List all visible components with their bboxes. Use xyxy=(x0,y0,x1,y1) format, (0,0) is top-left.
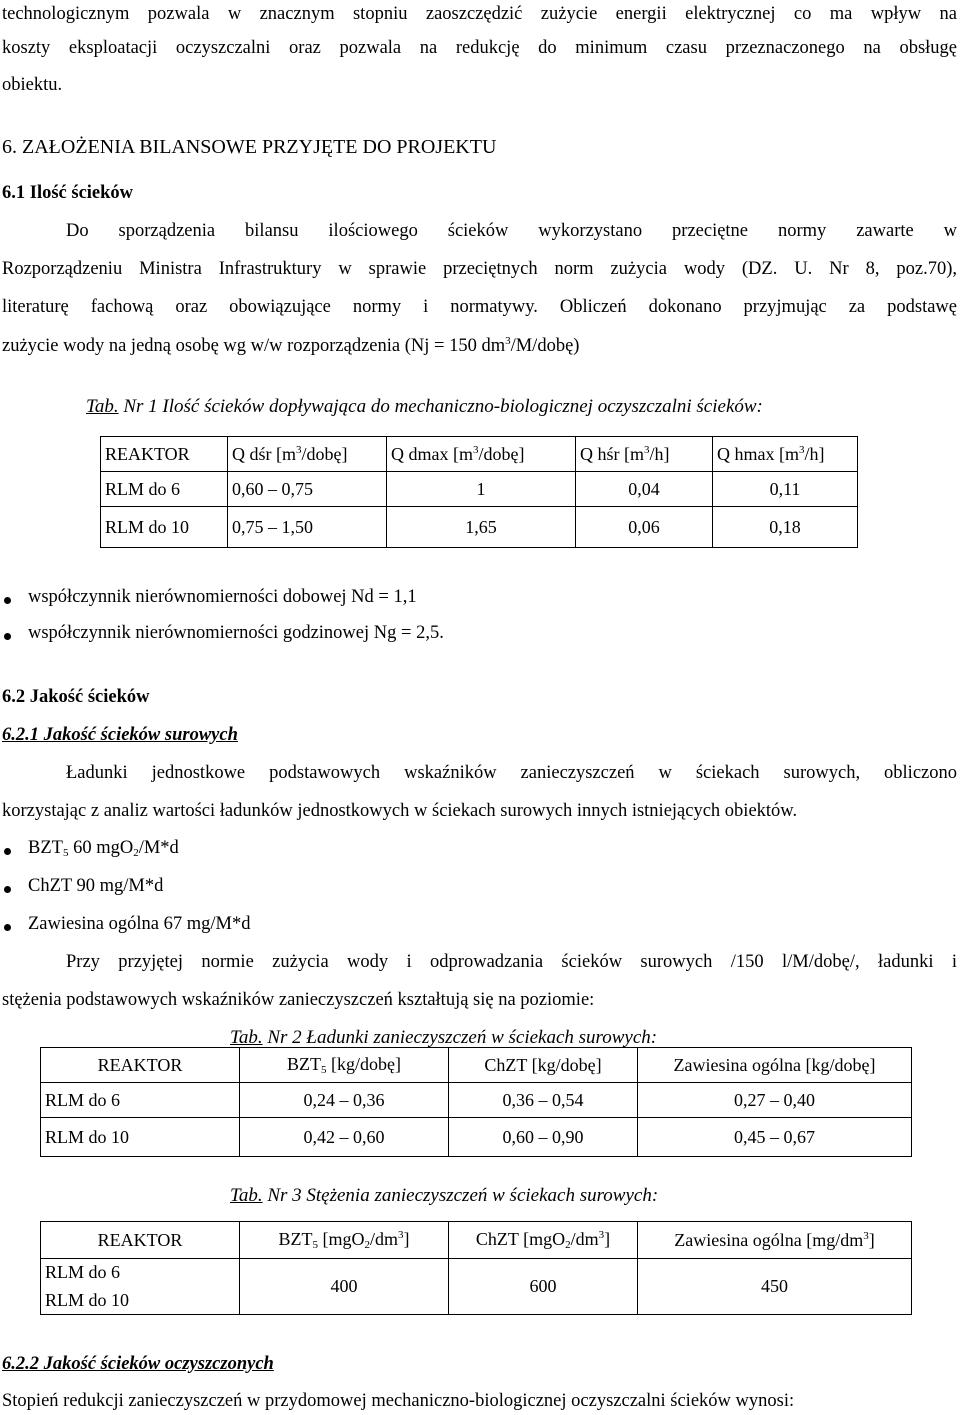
bullet-icon xyxy=(4,633,11,640)
table-cell: 0,60 – 0,75 xyxy=(228,472,387,507)
table-row xyxy=(41,1259,912,1287)
table-cell: 0,60 – 0,90 xyxy=(449,1118,638,1157)
table-1-caption: Tab. Nr 1 Ilość ścieków dopływająca do mechaniczno-biologicznej oczyszczalni ścieków: xyxy=(86,396,763,417)
section-6-2-2-heading: 6.2.2 Jakość ścieków oczyszczonych xyxy=(2,1354,274,1374)
table-cell: 0,27 – 0,40 xyxy=(638,1083,912,1118)
s622-paragraph-line-1: Stopień redukcji zanieczyszczeń w przydomowej mechaniczno-biologicznej oczyszczalni ścieków wynosi: xyxy=(2,1391,795,1411)
table-3-caption: Tab. Nr 3 Stężenia zanieczyszczeń w ściekach surowych: xyxy=(230,1185,659,1206)
table-3-header-row xyxy=(41,1222,912,1259)
table-cell: RLM do 10 xyxy=(41,1118,240,1157)
table-cell: 400 xyxy=(240,1259,449,1315)
table-cell: 0,06 xyxy=(576,507,713,548)
table-1 xyxy=(100,436,858,548)
coefficient-nd: współczynnik nierównomierności dobowej Nd = 1,1 xyxy=(28,587,417,607)
table-3-header-cell: REAKTOR xyxy=(41,1222,240,1259)
table-cell: RLM do 6 xyxy=(41,1083,240,1118)
s61-paragraph-line-2: Rozporządzeniu Ministra Infrastruktury w sprawie przeciętnych norm zużycia wody (DZ. U. Nr 8, poz.70), xyxy=(2,259,957,279)
coefficient-ng: współczynnik nierównomierności godzinowej Ng = 2,5. xyxy=(28,623,444,643)
s621-paragraph-line-4: stężenia podstawowych wskaźników zanieczyszczeń kształtują się na poziomie: xyxy=(2,990,595,1010)
table-cell: 0,36 – 0,54 xyxy=(449,1083,638,1118)
intro-line-3: obiektu. xyxy=(2,75,63,95)
bullet-icon xyxy=(4,597,11,604)
table-cell: 0,42 – 0,60 xyxy=(240,1118,449,1157)
table-3-header-cell: Zawiesina ogólna $[mg/dm^3]$ xyxy=(638,1222,912,1259)
intro-line-2: koszty eksploatacji oczyszczalni oraz pozwala na redukcję do minimum czasu przeznaczonego na obsługę xyxy=(2,38,957,58)
table-1-header-cell: Q hmax $[m^3/h]$ xyxy=(713,437,858,472)
bzt5-item: $BZT_5$ 60 mgO$_2$/M*d xyxy=(28,838,179,859)
table-cell: 0,24 – 0,36 xyxy=(240,1083,449,1118)
table-1-header-cell: Q hśr $[m^3/h]$ xyxy=(576,437,713,472)
s61-paragraph-line-1: Do sporządzenia bilansu ilościowego ścieków wykorzystano przeciętne normy zawarte w xyxy=(66,221,957,241)
chzt-item: ChZT 90 mg/M*d xyxy=(28,876,164,896)
bullet-icon xyxy=(4,848,11,855)
table-cell: 0,45 – 0,67 xyxy=(638,1118,912,1157)
table-cell: 1 xyxy=(387,472,576,507)
table-3 xyxy=(40,1221,912,1315)
table-3-header-cell: ChZT $[mgO_2/dm^3]$ xyxy=(449,1222,638,1259)
section-6-2-heading: 6.2 Jakość ścieków xyxy=(2,687,150,707)
s621-paragraph-line-1: Ładunki jednostkowe podstawowych wskaźników zanieczyszczeń w ściekach surowych, obliczono xyxy=(66,763,957,783)
table-row xyxy=(101,507,858,548)
s621-paragraph-line-2: korzystając z analiz wartości ładunków jednostkowych w ściekach surowych innych istniejących obiektów. xyxy=(2,801,798,821)
section-6-heading: 6. ZAŁOŻENIA BILANSOWE PRZYJĘTE DO PROJEKTU xyxy=(2,136,497,158)
s61-paragraph-line-4: zużycie wody na jedną osobę wg w/w rozporządzenia (Nj = 150 $dm^3/M/dobę$) xyxy=(2,335,580,356)
table-2-header-row xyxy=(41,1048,912,1083)
section-6-1-heading: 6.1 Ilość ścieków xyxy=(2,183,134,203)
table-cell: 0,11 xyxy=(713,472,858,507)
table-2-header-cell: Zawiesina ogólna [kg/dobę] xyxy=(638,1048,912,1083)
table-cell: 450 xyxy=(638,1259,912,1315)
table-cell: 0,75 – 1,50 xyxy=(228,507,387,548)
table-cell: RLM do 6 xyxy=(101,472,228,507)
table-1-header-cell: Q dmax $[m^3/dobę]$ xyxy=(387,437,576,472)
table-cell: RLM do 6 xyxy=(41,1259,240,1287)
bullet-icon xyxy=(4,886,11,893)
table-row xyxy=(41,1083,912,1118)
table-1-header-row xyxy=(101,437,858,472)
zawiesina-item: Zawiesina ogólna 67 mg/M*d xyxy=(28,914,251,934)
table-cell: 600 xyxy=(449,1259,638,1315)
s61-paragraph-line-3: literaturę fachową oraz obowiązujące normy i normatywy. Obliczeń dokonano przyjmując za podstawę xyxy=(2,297,957,317)
table-2-header-cell: REAKTOR xyxy=(41,1048,240,1083)
table-cell: 0,18 xyxy=(713,507,858,548)
section-6-2-1-heading: 6.2.1 Jakość ścieków surowych xyxy=(2,725,238,745)
table-row xyxy=(101,472,858,507)
table-cell: RLM do 10 xyxy=(101,507,228,548)
bullet-icon xyxy=(4,924,11,931)
table-cell: 1,65 xyxy=(387,507,576,548)
table-row xyxy=(41,1118,912,1157)
table-3-header-cell: $BZT_5$ $[mgO_2/dm^3]$ xyxy=(240,1222,449,1259)
table-2 xyxy=(40,1047,912,1157)
table-2-caption: Tab. Nr 2 Ładunki zanieczyszczeń w ściekach surowych: xyxy=(230,1027,658,1048)
table-cell: 0,04 xyxy=(576,472,713,507)
table-2-header-cell: $BZT_5$ [kg/dobę] xyxy=(240,1048,449,1083)
table-1-header-cell: REAKTOR xyxy=(101,437,228,472)
table-2-header-cell: ChZT [kg/dobę] xyxy=(449,1048,638,1083)
table-cell: RLM do 10 xyxy=(41,1286,240,1315)
intro-line-1: technologicznym pozwala w znacznym stopniu zaoszczędzić zużycie energii elektrycznej co ma wpływ na xyxy=(2,4,957,24)
s621-paragraph-line-3: Przy przyjętej normie zużycia wody i odprowadzania ścieków surowych /150 l/M/dobę/, ładunki i xyxy=(66,952,957,972)
table-1-header-cell: Q dśr $[m^3/dobę]$ xyxy=(228,437,387,472)
